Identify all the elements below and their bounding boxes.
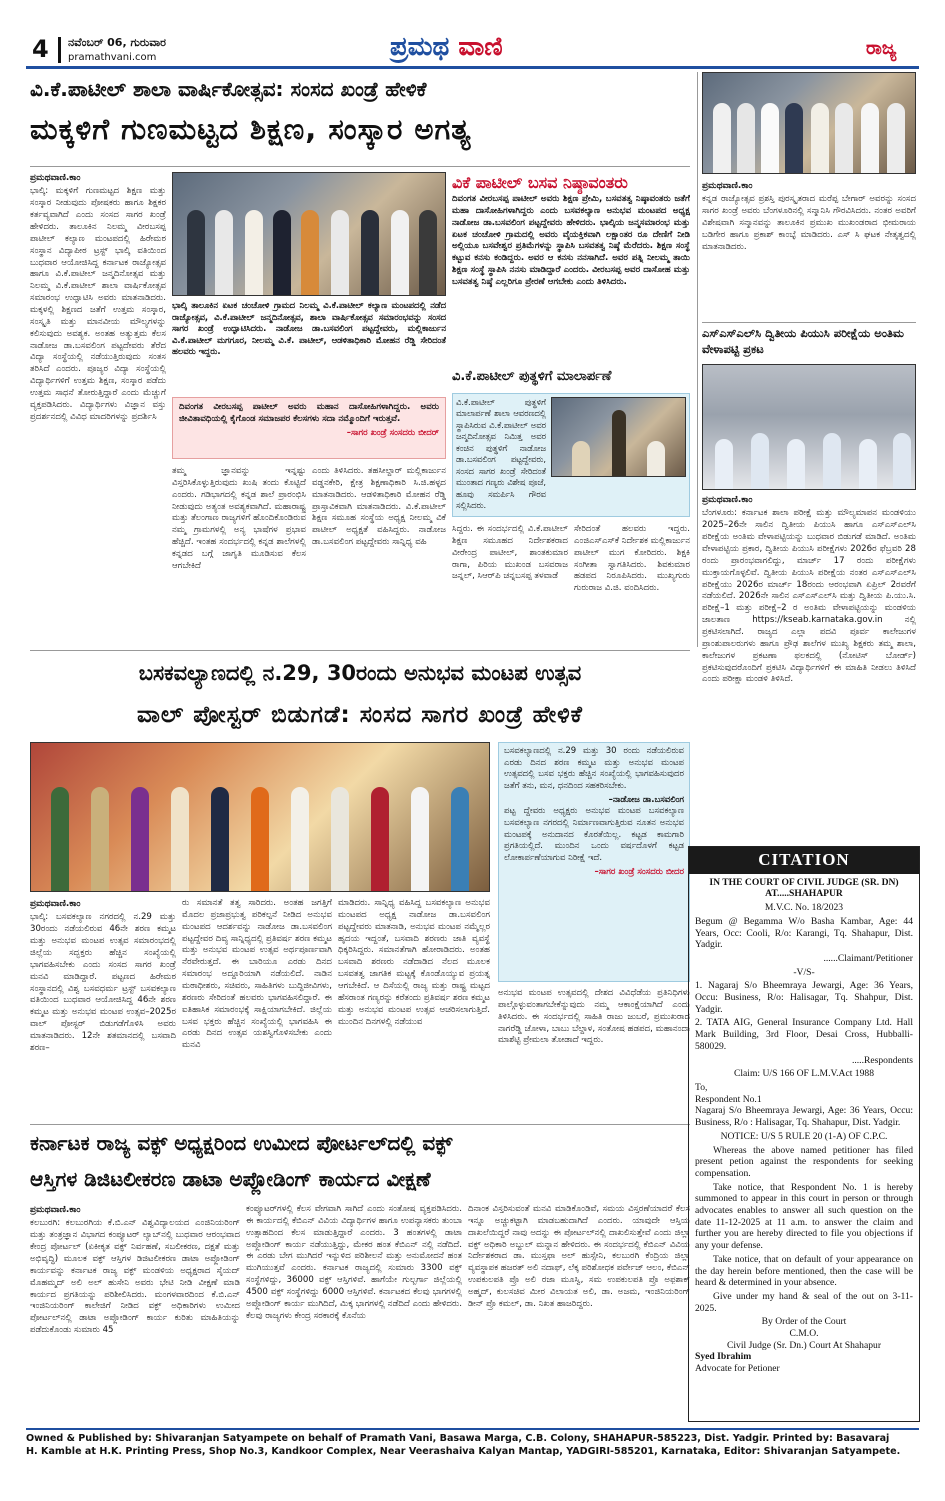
citation-vs: -V/S- [793,966,815,978]
citation-paragraph-4: Give under my hand & seal of the out on 3-11-2025. [695,1290,913,1314]
story1-sidebar-2 [452,393,690,517]
sidebar1-title: ವಿಕೆ ಪಾಟೀಲ್ ಬಸವ ನಿಷ್ಠಾವಂತರು [452,173,628,192]
story3-col1-text: ಕಲಬುರಗಿ: ಕಲಬುರಗಿಯ ಕೆ.ಬಿ.ಎನ್ ವಿಶ್ವವಿದ್ಯಾಲಯದ ಎಂಜಿನಿಯರಿಂಗ್ ಮತ್ತು ತಂತ್ರಜ್ಞಾನ ವಿಭಾಗದ ಕಂಪ್ಯೂಟರ್ ಲ್ಯಾಬ್‌ನಲ್ಲಿ ಬುಧವಾರ ಆರಂಭವಾದ ಕೇಂದ್ರ ಪೋರ್ಟಲ್ (ಏಕೀಕೃತ ವಕ್ಫ್ ನಿರ್ವಹಣೆ, ಸಬಲೀಕರಣ, ದಕ್ಷತೆ ಮತ್ತು ಅಭಿವೃದ್ಧಿ) ಮೂಲಕ ವಕ್ಫ್ ಆಸ್ತಿಗಳ ಡಿಜಿಟಲೀಕರಣ ಡಾಟಾ ಅಪ್ಲೋಡಿಂಗ್ ಕಾರ್ಯವನ್ನು ಕರ್ನಾಟಕ ರಾಜ್ಯ ವಕ್ಫ್ ಮಂಡಳಿಯ ಅಧ್ಯಕ್ಷರಾದ ಸೈಯದ್ ಮೊಹಮ್ಮದ್ ಅಲಿ ಅಲ್ ಹುಸೇನಿ ಅವರು ಭೇಟಿ ನೀಡಿ ವೀಕ್ಷಣೆ ಮಾಡಿ ಕಾರ್ಯದ ಪ್ರಗತಿಯನ್ನು ಪರಿಶೀಲಿಸಿದರು. ಮಂಗಳವಾರದಿಂದ ಕೆ.ಬಿ.ಎನ್ ಇಂಜಿನಿಯರಿಂಗ್ ಕಾಲೇಜಿಗೆ ನೀಡಿದ ವಕ್ಫ್ ಅಧಿಕಾರಿಗಳು ಉಮೀದ ಪೋರ್ಟಲ್‌ನಲ್ಲಿ ಡಾಟಾ ಅಪ್ಲೋಡಿಂಗ್ ಕಾರ್ಯ ಕುರಿತು ಮಾಹಿತಿಯನ್ನು ಪಡೆದುಕೊಂಡು ಸುಮಾರು 45 [30,1218,240,1336]
story1-column-2: ತಮ್ಮ ಜ್ಞಾನವನ್ನು ಇನ್ನಷ್ಟು ವಿಸ್ತರಿಸಿಕೊಳ್ಳುತ್ತಿರುವುದು ಖುಷಿ ತಂದು ಕೊಟ್ಟಿದೆ ಎಂದರು. ಗಡಿಭಾಗದಲ್ಲಿ ಕನ್ನಡ ಶಾಲೆ ಪ್ರಾರಂಭಿಸಿ ನೀಡುವುದು ಅತ್ಯಂತ ಅವಶ್ಯಕವಾಗಿದೆ. ಮಹಾರಾಷ್ಟ್ರ ಮತ್ತು ತೆಲಂಗಾಣ ರಾಜ್ಯಗಳಿಗೆ ಹೊಂದಿಕೊಂಡಿರುವ ನಮ್ಮ ಗ್ರಾಮಗಳಲ್ಲಿ ಅನ್ಯ ಭಾಷೆಗಳ ಪ್ರಭಾವ ಹೆಚ್ಚಿದೆ. ಇಂತಹ ಸಂದರ್ಭದಲ್ಲಿ ಕನ್ನಡ ಶಾಲೆಗಳಲ್ಲಿ ಕನ್ನಡದ ಬಗ್ಗೆ ಜಾಗೃತಿ ಮೂಡಿಸುವ ಕೆಲಸ ಆಗಬೇಕಿದೆ [172,466,306,571]
citation-title: CITATION [689,847,919,874]
story1-headline: ಮಕ್ಕಳಿಗೆ ಗುಣಮಟ್ಟದ ಶಿಕ್ಷಣ, ಸಂಸ್ಕಾರ ಅಗತ್ಯ [30,112,472,146]
citation-order: By Order of the Court [761,1316,847,1328]
story-right1 [702,180,916,320]
issue-date: ನವೆಂಬರ್ 06, ಗುರುವಾರ [68,36,166,49]
paper-name [390,30,503,64]
story1-quote-author: –ಸಾಗರ ಖಂಡ್ರೆ ಸಂಸದರು ಬೀದರ್ [346,427,439,438]
citation-to: To, [695,1081,708,1093]
citation-claimant: Begum @ Begamma W/o Basha Kambar, Age: 44 Years, Occ: Cooli, R/o: Karangi, Tq. Shahapur, Dist. Yadgir. [695,915,913,951]
exam-photo [702,364,916,490]
story3-column-3: ದಿನಾಂಕ ವಿಸ್ತರಿಸುವಂತೆ ಮನವಿ ಮಾಡಿಕೊಂಡಿವೆ, ಸಮಯ ವಿಸ್ತರಣೆಯಾದರೆ ಕೆಲಸ ಇನ್ನೂ ಅಚ್ಚುಕಟ್ಟಾಗಿ ಮಾಡಬಹುದಾಗಿದೆ ಎಂದರು. ಯಾವುದೇ ಆಸ್ತಿಯ ದಾಖಲೆಯಿದ್ದರೆ ನಾವು ಅದನ್ನು ಈ ಪೋರ್ಟಲ್‌ನಲ್ಲಿ ದಾಖಲಿಸುತ್ತೇವೆ ಎಂದು ಜಿಲ್ಲಾ ವಕ್ಫ್ ಅಧಿಕಾರಿ ಅಬ್ದುಲ್ ಮನ್ನಾನ ಹೇಳಿದರು. ಈ ಸಂದರ್ಭದಲ್ಲಿ ಕೆಬಿಎನ್ ವಿವಿಯ ನಿರ್ದೇಶಕರಾದ ಡಾ. ಮುಸ್ತಫಾ ಅಲ್ ಹುಸ್ಸೇನಿ, ಕಲಬುರಗಿ ಕೆಂದ್ರಿಯ ಜಿಲ್ಲಾ ವ್ಯವಸ್ಥಾಪಕ ಹಜರತ್ ಅಲಿ ನದಾಫ್, ಲೆಕ್ಕ ಪರಿಶೋಧಕ ಪರ್ವೇಜ್ ಆಲಂ, ಕೆಬಿಎನ್ ಉಪಕುಲಪತಿ ಪ್ರೊ ಅಲಿ ರಜಾ ಮೂಸ್ವಿ, ಸಮ ಉಪಕುಲಪತಿ ಪ್ರೊ ಅಫ಼ಶಾಕ್ ಅಹ್ಮದ್, ಕುಲಸಚಿವ ಮೀರ ವಿಲಾಯತ ಅಲಿ, ಡಾ. ಅಜಮ, ಇಂಜಿನಿಯರಿಂಗ್ ಡೀನ್ ಪ್ರೊ ಕಮಲ್, ಡಾ. ನಿಖತ ಹಾಜರಿದ್ದರು. [468,1204,690,1309]
page-number: 4 [32,35,49,63]
story2-column-2: ರು ಸಮಾನತೆ ತತ್ವ ಸಾರಿದರು. ಅಂತಹ ಜಗತ್ತಿಗೆ ಮೊದಲ ಪ್ರಜಾಪ್ರಭುತ್ವ ಪರಿಕಲ್ಪನೆ ನೀಡಿದ ಅನುಭವ ಮಂಟಪದ ಆದರ್ಶವನ್ನು ನಾಡೋಜ ಡಾ.ಬಸವಲಿಂಗ ಪಟ್ಟದ್ದೇವರ ದಿವ್ಯ ಸಾನ್ನಿಧ್ಯದಲ್ಲಿ ಪ್ರತಿವರ್ಷ ಶರಣ ಕಮ್ಮಟ ಮತ್ತು ಅನುಭವ ಮಂಟಪ ಉತ್ಸವ ಅರ್ಥಪೂರ್ಣವಾಗಿ ನೆರವೇರುತ್ತದೆ. ಈ ಬಾರಿಯೂ ಎರಡು ದಿನದ ಸಮಾರಂಭ ಅದ್ದೂರಿಯಾಗಿ ನಡೆಯಲಿದೆ. ನಾಡಿನ ಮಠಾಧೀಶರು, ಸಚಿವರು, ಸಾಹಿತಿಗಳು ಬುದ್ಧಿಜೀವಿಗಳು, ಶರಣರು ಸೇರಿದಂತೆ ಹಲವರು ಭಾಗವಹಿಸಲಿದ್ದಾರೆ. ಈ ಐತಿಹಾಸಿಕ ಸಮಾರಂಭಕ್ಕೆ ಸಾಕ್ಷಿಯಾಗಬೇಕಿದೆ. ಜಿಲ್ಲೆಯ ಬಸವ ಭಕ್ತರು ಹೆಚ್ಚಿನ ಸಂಖ್ಯೆಯಲ್ಲಿ ಭಾಗವಹಿಸಿ ಈ ಎರಡು ದಿನದ ಉತ್ಸವ ಯಶಸ್ವಿಗೊಳಿಸಬೇಕು ಎಂದು ಮನವಿ [182,898,332,1051]
citation-respondent-no: Respondent No.1 [695,1093,762,1105]
story2-box-text2: ಪಟ್ಟ ದ್ದೇವರು ಅಧ್ಯಕ್ಷರು ಅನುಭವ ಮಂಟಪ ಬಸವಕಲ್ಯಾಣ ಬಸವಕಲ್ಯಾಣ ನಗರದಲ್ಲಿ ನಿರ್ಮಾಣವಾಗುತ್ತಿರುವ ನೂತನ ಅನುಭವ ಮಂಟಪಕ್ಕೆ ಅನುದಾನದ ಕೊರತೆಯಿಲ್ಲ. ಕಟ್ಟಡ ಕಾಮಗಾರಿ ಪ್ರಗತಿಯಲ್ಲಿದೆ. ಮುಂದಿನ ಒಂದು ವರ್ಷದೊಳಗೆ ಕಟ್ಟಡ ಲೋಕಾರ್ಪಣೆಯಾಗುವ ನಿರೀಕ್ಷೆ ಇದೆ. [504,806,684,863]
story1-byline: ಪ್ರಮಥವಾಣಿ.ಕಾಂ [30,173,81,183]
right2-byline: ಪ್ರಮಥವಾಣಿ.ಕಾಂ [702,495,753,505]
story3-column-1 [30,1204,240,1419]
right1-text: ಕನ್ನಡ ರಾಜ್ಯೋತ್ಸವ ಪ್ರಶಸ್ತಿ ಪುರಸ್ಕೃತರಾದ ಮರೆಪ್ಪ ಬೇಗಾರ್ ಅವರನ್ನು ಸಂಸದ ಸಾಗರ ಖಂಡ್ರೆ ಅವರು ಬೆಂಗಳೂರಿನಲ್ಲಿ ಸನ್ಮಾನಿಸಿ ಗೌರವಿಸಿದರು. ನಂತರ ಅವರಿಗೆ ವಿಶೇಷವಾಗಿ ಸನ್ಮಾನವನ್ನು ತಾಲೂಕಿನ ಪ್ರಮುಖ ಮುಖಂಡರಾದ ಭೀಮರಾಯ ಬಡಿಗೇರ ಹಾಗೂ ಪ್ರಕಾಶ್ ಕಾಂಬ್ಳೆ ಮಾಡಿದರು. ಎಸ್ ಸಿ ಘಟಕ ನೇತೃತ್ವದಲ್ಲಿ ಮಾತನಾಡಿದರು. [702,194,916,252]
story1-sidebar-1 [452,172,690,362]
citation-respondent-address: Nagaraj S/o Bheemraya Jewargi, Age: 36 Years, Occu: Business, R/o : Halisagar, Tq. Shahapur, Dist. Yadgir. [695,1105,913,1129]
story1-photo-caption: ಭಾಲ್ಕಿ ತಾಲೂಕಿನ ಏಟಕ ಚಂಚೋಳಿ ಗ್ರಾಮದ ನಿಲಮ್ಮ ವಿ.ಕೆ.ಪಾಟೀಲ್ ಕಲ್ಯಾಣ ಮಂಟಪದಲ್ಲಿ ನಡೆದ ರಾಜ್ಯೋತ್ಸವ, ವಿ.ಕೆ.ಪಾಟೀಲ್ ಜನ್ಮದಿನೋತ್ಸವ, ಶಾಲಾ ವಾರ್ಷಿಕೋತ್ಸವ ಸಮಾರಂಭವನ್ನು ಸಂಸದ ಸಾಗರ ಖಂಡ್ರೆ ಉದ್ಘಾಟಿಸಿದರು. ನಾಡೋಜ ಡಾ.ಬಸವಲಿಂಗ ಪಟ್ಟದ್ದೇವರು, ಮಲ್ಲಿಕಾರ್ಜುನ ವಿ.ಕೆ.ಪಾಟೀಲ್ ಮಗಗೂರ, ನೀಲಮ್ಮ ವಿ.ಕೆ. ಪಾಟೀಲ್, ಆಡಳಿತಾಧಿಕಾರಿ ಮೋಹನ ರೆಡ್ಡಿ ಸೇರಿದಂತೆ ಹಲವರು ಇದ್ದರು. [172,300,446,357]
story2-headline: ವಾಲ್ ಪೋಸ್ಟರ್ ಬಿಡುಗಡೆ: ಸಂಸದ ಸಾಗರ ಖಂಡ್ರೆ ಹೇಳಿಕೆ [137,702,583,728]
story1-kicker: ವಿ.ಕೆ.ಪಾಟೀಲ್ ಶಾಲಾ ವಾರ್ಷಿಕೋತ್ಸವ: ಸಂಸದ ಖಂಡ್ರೆ ಹೇಳಿಕೆ [30,77,427,101]
story2-column-1 [30,898,176,1118]
story1-quote-text: ದಿವಂಗತ ವೀರಬಸಪ್ಪ ಪಾಟೀಲ್ ಅವರು ಮಹಾನ ದಾಸೋಹಿಗಳಾಗಿದ್ದರು. ಅವರು ಜೀವಿತಾವಧಿಯಲ್ಲಿ ಕೈಗೊಂಡ ಸಮಾಜಪರ ಕೆಲಸಗಳು ಸದಾ ನಮ್ಮೊಂದಿಗೆ ಇರುತ್ತವೆ. [179,402,439,424]
story1-col1-text: ಭಾಲ್ಕಿ: ಮಕ್ಕಳಿಗೆ ಗುಣಮಟ್ಟದ ಶಿಕ್ಷಣ ಮತ್ತು ಸಂಸ್ಕಾರ ನೀಡುವುದು ಪೋಷಕರು ಹಾಗೂ ಶಿಕ್ಷಕರ ಕರ್ತವ್ಯವಾಗಿದೆ ಎಂದು ಸಂಸದ ಸಾಗರ ಖಂಡ್ರೆ ಹೇಳಿದರು. ತಾಲೂಕಿನ ನಿಲಮ್ಮ ವೀರಬಸಪ್ಪ ಪಾಟೀಲ್ ಕಲ್ಯಾಣ ಮಂಟಪದಲ್ಲಿ ಹಿರೇಮಠ ಸಂಸ್ಥಾನ ವಿದ್ಯಾಪೀಠ ಟ್ರಸ್ಟ್ ಭಾಲ್ಕಿ ವತಿಯಿಂದ ಬುಧವಾರ ಆಯೋಜಿಸಿದ್ದ ಕರ್ನಾಟಕ ರಾಜ್ಯೋತ್ಸವ ಹಾಗೂ ವಿ.ಕೆ.ಪಾಟೀಲ್ ಜನ್ಮದಿನೋತ್ಸವ ಮತ್ತು ನಿಲಮ್ಮ ವಿ.ಕೆ.ಪಾಟೀಲ್ ಶಾಲಾ ವಾರ್ಷಿಕೋತ್ಸವ ಸಮಾರಂಭ ಉದ್ಘಾಟಿಸಿ ಅವರು ಮಾತನಾಡಿದರು. ಮಕ್ಕಳಲ್ಲಿ ಶಿಕ್ಷಣದ ಜತೆಗೆ ಉತ್ತಮ ಸಂಸ್ಕಾರ, ಸಂಸ್ಕೃತಿ ಮತ್ತು ಮಾನವೀಯ ಮೌಲ್ಯಗಳನ್ನು ಕಲಿಸುವುದು ಅವಶ್ಯಕ. ಅಂತಹ ಅತ್ಯುತ್ತಮ ಕೆಲಸ ನಾಡೋಜ ಡಾ.ಬಸವಲಿಂಗ ಪಟ್ಟದೇವರು ತೆರೆದ ವಿದ್ಯಾ ಸಂಸ್ಥೆಯಲ್ಲಿ ನಡೆಯುತ್ತಿರುವುದು ಸಂತಸ ತರಿಸಿದೆ ಎಂದರು. ಪೂಜ್ಯರ ವಿದ್ಯಾ ಸಂಸ್ಥೆಯಲ್ಲಿ ವಿದ್ಯಾರ್ಥಿಗಳಿಗೆ ಉತ್ತಮ ಶಿಕ್ಷಣ, ಸಂಸ್ಕಾರ ಪಡೆದು ಉತ್ತಮ ಸಾಧನೆ ತೋರುತ್ತಿದ್ದಾರೆ ಎಂದು ಮೆಚ್ಚುಗೆ ವ್ಯಕ್ತಪಡಿಸಿದರು. ವಿದ್ಯಾರ್ಥಿಗಳು ವಿಜ್ಞಾನ ವಸ್ತು ಪ್ರದರ್ಶನದಲ್ಲಿ ವಿವಿಧ ಮಾದರಿಗಳನ್ನು ಪ್ರದರ್ಶಿಸಿ [30,186,166,422]
sidebar1-text: ದಿವಂಗತ ವೀರಬಸಪ್ಪ ಪಾಟೀಲ್ ಅವರು ಶಿಕ್ಷಣ ಪ್ರೇಮಿ, ಬಸವತತ್ವ ನಿಷ್ಠಾವಂತರು ಜತೆಗೆ ಮಹಾ ದಾಸೋಹಿಗಳಾಗಿದ್ದರು ಎಂದು ಬಸವಕಲ್ಯಾಣ ಅನುಭವ ಮಂಟಪದ ಅಧ್ಯಕ್ಷ ನಾಡೋಜ ಡಾ.ಬಸವಲಿಂಗ ಪಟ್ಟದ್ದೇವರು ಹೇಳಿದರು. ಭಾಲ್ಕಿಯ ಜನ್ಮಸಮಾರಂಭ ಮತ್ತು ಏಟಕ ಚಂಚೋಳಿ ಗ್ರಾಮದಲ್ಲಿ ಅವರು ವೈಯಕ್ತಿಕವಾಗಿ ಲಕ್ಷಾಂತರ ರೂ ದೇಣಿಗೆ ನೀಡಿ ಅಲ್ಲಿಯೂ ಬಸವೇಶ್ವರ ಪ್ರತಿಮೆಗಳನ್ನು ಸ್ಥಾಪಿಸಿ ಬಸವತತ್ವ ನಿಷ್ಠೆ ಮೆರೆದರು. ಶಿಕ್ಷಣ ಸಂಸ್ಥೆ ಕಟ್ಟುವ ಕನಸು ಕಂಡಿದ್ದರು. ಅವರ ಆ ಕನಸು ನನಸಾಗಿದೆ. ಅವರ ಪತ್ನಿ ನೀಲಮ್ಮ ತಾಯಿ ಶಿಕ್ಷಣ ಸಂಸ್ಥೆ ಸ್ಥಾಪಿಸಿ ನನಸು ಮಾಡಿದ್ದಾರೆ ಎಂದರು. ವೀರಬಸಪ್ಪ ಅವರ ದಾಸೋಹ ಮತ್ತು ಬಸವತತ್ವ ನಿಷ್ಠೆ ಎಲ್ಲರಿಗೂ ಪ್ರೇರಣೆ ಆಗಬೇಕು ಎಂದು ತಿಳಿಸಿದರು. [452,194,690,288]
right1-byline: ಪ್ರಮಥವಾಣಿ.ಕಾಂ [702,181,753,191]
story2-col1-text: ಭಾಲ್ಕಿ: ಬಸವಕಲ್ಯಾಣ ನಗರದಲ್ಲಿ ನ.29 ಮತ್ತು 30ರಂದು ನಡೆಯಲಿರುವ 46ನೇ ಶರಣ ಕಮ್ಮಟ ಮತ್ತು ಅನುಭವ ಮಂಟಪ ಉತ್ಸವ ಸಮಾರಂಭದಲ್ಲಿ ಜಿಲ್ಲೆಯ ಸದ್ಭಕ್ತರು ಹೆಚ್ಚಿನ ಸಂಖ್ಯೆಯಲ್ಲಿ ಭಾಗವಹಿಸಬೇಕು ಎಂದು ಸಂಸದ ಸಾಗರ ಖಂಡ್ರೆ ಮನವಿ ಮಾಡಿದ್ದಾರೆ. ಪಟ್ಟಣದ ಹಿರೇಮಠ ಸಂಸ್ಥಾನದಲ್ಲಿ ವಿಶ್ವ ಬಸವಧರ್ಮ ಟ್ರಸ್ಟ್ ಬಸವಕಲ್ಯಾಣ ವತಿಯಿಂದ ಬುಧವಾರ ಆಯೋಜಿಸಿದ್ದ 46ನೇ ಶರಣ ಕಮ್ಮಟ ಮತ್ತು ಅನುಭವ ಮಂಟಪ ಉತ್ಸವ–2025ರ ವಾಲ್ ಪೋಸ್ಟರ್ ಬಿಡುಗಡೆಗೊಳಿಸಿ ಅವರು ಮಾತನಾಡಿದರು. 12ನೇ ಶತಮಾನದಲ್ಲಿ ಬಸವಾದಿ ಶರಣ– [30,912,176,1053]
citation-paragraph-3: Take notice, that on default of your appearance on the day herein before mentioned, then the case will be heard & determined in your absence. [695,1253,913,1289]
section-label: ರಾಜ್ಯ [866,38,897,59]
website: pramathvani.com [68,52,157,63]
masthead-divider [58,37,61,63]
story2-quote-box [498,742,690,982]
masthead [0,0,945,68]
footer-line-1: Owned & Published by: Shivaranjan Satyampete on behalf of Pramath Vani, Basawa Marga, C.B. Colony, SHAHAPUR-585223, Dist. Yadgir. Printed by: Basavaraj [26,1433,890,1444]
story1-photo [172,172,446,296]
citation-respondent-role: .....Respondents [851,1054,913,1066]
story2-column-4: ಅನುಭವ ಮಂಟಪ ಉತ್ಸವದಲ್ಲಿ ದೇಶದ ವಿವಿಧೆಡೆಯ ಪ್ರತಿನಿಧಿಗಳು ಪಾಲ್ಗೊಳ್ಳುವಂತಾಗಬೇಕೆನ್ನುವುದು ನಮ್ಮ ಆಕಾಂಕ್ಷೆಯಾಗಿದೆ ಎಂದು ತಿಳಿಸಿದರು. ಈ ಸಂದರ್ಭದಲ್ಲಿ ಸಾಹಿತಿ ರಾಜು ಜುಬರೆ, ಪ್ರಮುಖರಾದ ನಾಗರೆಡ್ಡಿ ಚೋಳಾ, ಬಾಬು ಬೆಲ್ದಾಳ, ಸಂತೋಷ ಹಡಪದ, ಮಹಾನಂದಾ ಮಾಶೆಟ್ಟಿ ಪ್ರೇಮಲಾ ತೋಡಾದೆ ಇದ್ದರು. [498,988,690,1046]
citation-claim: Claim: U/S 166 OF L.M.V.Act 1988 [733,1068,874,1080]
citation-notice-rule: NOTICE: U/S 5 RULE 20 (1-A) OF C.P.C. [720,1130,888,1142]
paper-name-right: ವಾಣಿ [458,32,503,62]
citation-advocate-role: Advocate for Petioner [695,1363,780,1375]
story-right2-headline: ಎಸ್ಎಸ್ಎಲ್‌ಸಿ ದ್ವಿತೀಯ ಪಿಯುಸಿ ಪರೀಕ್ಷೆಯ ಅಂತಿಮ ವೇಳಾಪಟ್ಟಿ ಪ್ರಕಟ [702,326,904,356]
right2-text: ಬೆಂಗಳೂರು: ಕರ್ನಾಟಕ ಶಾಲಾ ಪರೀಕ್ಷೆ ಮತ್ತು ಮೌಲ್ಯಮಾಪನ ಮಂಡಳಿಯು 2025–26ನೇ ಸಾಲಿನ ದ್ವಿತೀಯ ಪಿಯುಸಿ ಹಾಗೂ ಎಸ್ಎಸ್ಎಲ್‌ಸಿ ಪರೀಕ್ಷೆಯ ಅಂತಿಮ ವೇಳಾಪಟ್ಟಿಯನ್ನು ಬುಧವಾರ ಬಿಡುಗಡೆ ಮಾಡಿದೆ. ಅಂತಿಮ ವೇಳಾಪಟ್ಟಿಯ ಪ್ರಕಾರ, ದ್ವಿತೀಯ ಪಿಯುಸಿ ಪರೀಕ್ಷೆಗಳು 2026ರ ಫೆಬ್ರವರಿ 28 ರಂದು ಪ್ರಾರಂಭವಾಗಲಿದ್ದು, ಮಾರ್ಚ್ 17 ರಂದು ಪರೀಕ್ಷೆಗಳು ಮುಕ್ತಾಯಗೊಳ್ಳಲಿವೆ. ದ್ವಿತೀಯ ಪಿಯುಸಿ ಪರೀಕ್ಷೆಯ ನಂತರ ಎಸ್ಎಸ್ಎಲ್‌ಸಿ ಪರೀಕ್ಷೆಯು 2026ರ ಮಾರ್ಚ್ 18ರಂದು ಆರಂಭವಾಗಿ ಏಪ್ರಿಲ್ 2ರವರೆಗೆ ನಡೆಯಲಿದೆ. 2026ನೇ ಸಾಲಿನ ಎಸ್‌ಎಸ್‌ಎಲ್‌ಸಿ ಮತ್ತು ದ್ವಿತೀಯ ಪಿ.ಯು.ಸಿ. ಪರೀಕ್ಷೆ–1 ಮತ್ತು ಪರೀಕ್ಷೆ–2 ರ ಅಂತಿಮ ವೇಳಾಪಟ್ಟಿಯನ್ನು ಮಂಡಳಿಯ ಜಾಲತಾಣ https://kseab.karnataka.gov.in ನಲ್ಲಿ ಪ್ರಕಟಿಸಲಾಗಿದೆ. ರಾಜ್ಯದ ಎಲ್ಲಾ ಪದವಿ ಪೂರ್ವ ಕಾಲೇಜುಗಳ ಪ್ರಾಂಶುಪಾಲರುಗಳು ಹಾಗೂ ಪ್ರೌಢ ಶಾಲೆಗಳ ಮುಖ್ಯ ಶಿಕ್ಷಕರು ತಮ್ಮ ಶಾಲಾ, ಕಾಲೇಜುಗಳ ಪ್ರಕಟಣಾ ಫಲಕದಲ್ಲಿ (ನೋಟಿಸ್ ಬೋರ್ಡ್) ಪ್ರಕಟಿಸುವುದರೊಂದಿಗೆ ಪ್ರಕಟಿಸಿ ವಿದ್ಯಾರ್ಥಿಗಳಿಗೆ ಈ ಮಾಹಿತಿ ನೀಡಲು ತಿಳಿಸಿದೆ ಎಂದು ಪರೀಕ್ಷಾ ಮಂಡಳಿ ತಿಳಿಸಿದೆ. [702,508,916,685]
award-photo [702,72,916,174]
masthead-rule [26,66,919,69]
story2-byline: ಪ್ರಮಥವಾಣಿ.ಕಾಂ [30,899,81,909]
story3-column-2: ಕಂಪ್ಯೂಟರ್‌ಗಳಲ್ಲಿ ಕೆಲಸ ವೇಗವಾಗಿ ಸಾಗಿದೆ ಎಂದು ಸಂತೋಷ ವ್ಯಕ್ತಪಡಿಸಿದರು. ಈ ಕಾರ್ಯದಲ್ಲಿ ಕೆಬಿಎನ್ ವಿವಿಯ ವಿದ್ಯಾರ್ಥಿಗಳ ಹಾಗೂ ಉಪನ್ಯಾಸಕರು ತುಂಬಾ ಉತ್ಸಾಹದಿಂದ ಕೆಲಸ ಮಾಡುತ್ತಿದ್ದಾರೆ ಎಂದರು. 3 ಹಂತಗಳಲ್ಲಿ ಡಾಟಾ ಅಪ್ಲೋಡಿಂಗ್ ಕಾರ್ಯ ನಡೆಯುತ್ತಿದ್ದು, ಮೇಕರ ಹಂತ ಕೆಬಿಎನ್ ನಲ್ಲಿ ನಡೆದಿದೆ. ಈ ಎರಡು ಬೇಗ ಮುಗಿದರೆ ಇನ್ನುಳಿದ ಪರಿಶೀಲನೆ ಮತ್ತು ಅನುಮೋದನೆ ಹಂತ ಮುಗಿಯುತ್ತವೆ ಎಂದರು. ಕರ್ನಾಟಕ ರಾಜ್ಯದಲ್ಲಿ ಸುಮಾರು 3300 ವಕ್ಫ್ ಸಂಸ್ಥೆಗಳಿದ್ದು, 36000 ವಕ್ಫ್ ಆಸ್ತಿಗಳಿವೆ. ಹಾಗೆಯೇ ಗುಲ್ಬರ್ಗಾ ಜಿಲ್ಲೆಯಲ್ಲಿ 4500 ವಕ್ಫ್ ಸಂಸ್ಥೆಗಳಿದ್ದು 6000 ಆಸ್ತಿಗಳಿವೆ. ಕರ್ನಾಟಕದ ಕೆಲವು ಭಾಗಗಳಲ್ಲಿ ಅಪ್ಲೋಡಿಂಗ್ ಕಾರ್ಯ ಮುಗಿದಿದೆ, ಮಿಕ್ಕ ಭಾಗಗಳಲ್ಲಿ ನಡೆದಿದೆ ಎಂದು ಹೇಳಿದರು. ಕೆಲವು ರಾಜ್ಯಗಳು ಕೇಂದ್ರ ಸರಕಾರಕ್ಕೆ ಕೊನೆಯ [246,1204,462,1321]
story1-column-4: ಸಿದ್ದರು. ಈ ಸಂದರ್ಭದಲ್ಲಿ ವಿ.ಕೆ.ಪಾಟೀಲ್ ಶಿಕ್ಷಣ ಸಮೂಹದ ನಿರ್ದೇಶಕರಾದ ವೀರೇಂದ್ರ ಪಾಟೀಲ್, ಶಾಂತಕುಮಾರ ರಾಗಾ, ಪಿರಿಯ ಮುಖಂಡ ಬಸವರಾಜ ಜನ್ನಲ್, ಸಿಆರ್‌ಪಿ ಚನ್ನಬಸಪ್ಪ ತಳವಾಡೆ [452,524,568,582]
story1-column-1 [30,172,166,642]
citation-paragraph-1: Whereas the above named petitioner has filed present petion against the respondents for seeking compensation. [695,1144,913,1179]
story2-kicker: ಬಸಕವಲ್ಯಾಣದಲ್ಲಿ ನ.29, 30ರಂದು ಅನುಭವ ಮಂಟಪ ಉತ್ಸವ [138,661,582,685]
citation-notice [688,846,920,1422]
story3-headline-line1: ಕರ್ನಾಟಕ ರಾಜ್ಯ ವಕ್ಫ್ ಅಧ್ಯಕ್ಷರಿಂದ ಉಮೀದ ಪೋರ್ಟಲ್‌ದಲ್ಲಿ ವಕ್ಫ್ [30,1131,453,1155]
statue-photo [551,397,686,477]
story-right2 [702,494,916,834]
citation-case-no: M.V.C. No. 18/2023 [764,902,844,914]
story3-byline: ಪ್ರಮಥವಾಣಿ.ಕಾಂ [30,1205,81,1215]
story2-box-author1: –ನಾಡೋಜ ಡಾ.ಬಸವಲಿಂಗ [608,794,684,805]
story1-quote-box [172,397,446,459]
story2-photo [30,742,490,892]
story1-column-5: ಸೇರಿದಂತೆ ಹಲವರು ಇದ್ದರು. ಎಂಜಿಎಸ್‌ಎಸ್‌ಕೆ ನಿರ್ದೇಶಕ ಮಲ್ಲಿಕಾರ್ಜುನ ಪಾಟೀಲ್ ಮುಗ ಕೋರಿದರು. ಶಿಕ್ಷಕಿ ಸಂಗೀತಾ ಸ್ವಾಗತಿಸಿದರು. ಶಿವಕುಮಾರ ಹಡಪದ ನಿರೂಪಿಸಿದರು. ಮುಖ್ಯಗುರು ಗುರುರಾಜ ವಿ.ಜಿ. ವಂದಿಸಿದರು. [574,524,690,594]
footer-line-2: H. Kamble at H.K. Printing Press, Shop No.3, Kandkoor Complex, Near Veerashaiva Kalyan Mantap, YADGIRI-585201, Karnataka, Editor: Shivaranjan Satyampete. [26,1445,901,1457]
citation-court: IN THE COURT OF CIVIL JUDGE (SR. DN) AT.....SHAHAPUR [709,876,899,900]
paper-name-left: ಪ್ರಮಥ [390,32,450,62]
story3-headline-line2: ಆಸ್ತಿಗಳ ಡಿಜಿಟಲೀಕರಣ ಡಾಟಾ ಅಪ್ಲೋಡಿಂಗ್ ಕಾರ್ಯದ ವೀಕ್ಷಣೆ [30,1167,431,1191]
citation-claimant-role: ......Claimant/Petitioner [823,952,913,964]
story2-box-text: ಬಸವಕಲ್ಯಾಣದಲ್ಲಿ ನ.29 ಮತ್ತು 30 ರಂದು ನಡೆಯಲಿರುವ ಎರಡು ದಿನದ ಶರಣ ಕಮ್ಮಟ ಮತ್ತು ಅನುಭವ ಮಂಟಪ ಉತ್ಸವದಲ್ಲಿ ಬಸವ ಭಕ್ತರು ಹೆಚ್ಚಿನ ಸಂಖ್ಯೆಯಲ್ಲಿ ಭಾಗವಹಿಸುವುದರ ಜತೆಗೆ ತನು, ಮನ, ಧನದಿಂದ ಸಹಕರಿಸಬೇಕು. [504,746,684,792]
citation-respondent-1: 1. Nagaraj S/o Bheemraya Jewargi, Age: 36 Years, Occu: Business, R/o: Halisagar, Tq. Shahpur, Dist. Yadgir. [695,980,913,1015]
sidebar2-text: ವಿ.ಕೆ.ಪಾಟೀಲ್ ಪುತ್ಥಳಿಗೆ ಮಾಲಾರ್ಪಣೆ ಶಾಲಾ ಆವರಣದಲ್ಲಿ ಸ್ಥಾಪಿಸಿರುವ ವಿ.ಕೆ.ಪಾಟೀಲ್ ಅವರ ಜನ್ಮದಿನೋತ್ಸವ ನಿಮಿತ್ತ ಅವರ ಕಂಚಿನ ಪುತ್ಥಳಿಗೆ ನಾಡೋಜ ಡಾ.ಬಸವಲಿಂಗ ಪಟ್ಟದ್ದೇವರು, ಸಂಸದ ಸಾಗರ ಖಂಡ್ರೆ ಸೇರಿದಂತೆ ಮುಂತಾದ ಗಣ್ಯರು ವಿಶೇಷ ಪೂಜೆ, ಹೂವು ಸಮರ್ಪಿಸಿ ಗೌರವ ಸಲ್ಲಿಸಿದರು. [456,397,546,510]
story2-column-3: ಮಾಡಿದರು. ಸಾನ್ನಿಧ್ಯ ವಹಿಸಿದ್ದ ಬಸವಕಲ್ಯಾಣ ಅನುಭವ ಮಂಟಪದ ಅಧ್ಯಕ್ಷ ನಾಡೋಜ ಡಾ.ಬಸವಲಿಂಗ ಪಟ್ಟದ್ದೇವರು ಮಾತನಾಡಿ, ಅನುಭವ ಮಂಟಪ ನಮ್ಮೆಲ್ಲರ ಹೃದಯ ಇದ್ದಂತೆ, ಬಸವಾದಿ ಶರಣರು ಜಾತಿ ವ್ಯವಸ್ಥೆ ಧಿಕ್ಕರಿಸಿದ್ದರು. ಸಮಾನತೆಗಾಗಿ ಹೋರಾಡಿದರು. ಅಂತಹ ಬಸವಾದಿ ಶರಣರು ನಡೆದಾಡಿದ ನೆಲದ ಮೂಲಕ ಬಸವತತ್ವ ಜಾಗತಿಕ ಮಟ್ಟಕ್ಕೆ ಕೊಂಡೊಯ್ಯುವ ಪ್ರಯತ್ನ ಆಗಬೇಕಿದೆ. ಆ ದಿಸೆಯಲ್ಲಿ ರಾಜ್ಯ ಮತ್ತು ರಾಷ್ಟ್ರ ಮಟ್ಟದ ಹೆಸರಾಂತ ಗಣ್ಯರನ್ನು ಕರೆತಂದು ಪ್ರತಿವರ್ಷ ಶರಣ ಕಮ್ಮಟ ಮತ್ತು ಅನುಭವ ಮಂಟಪ ಉತ್ಸವ ಆಚರಿಸಲಾಗುತ್ತಿದೆ. ಮುಂದಿನ ದಿನಗಳಲ್ಲಿ ನಡೆಯುವ [338,898,490,1027]
citation-respondent-2: 2. TATA AIG, General Insurance Company Ltd. Hall Mark Building, 3rd Floor, Desai Cross, Hubballi-580029. [695,1017,913,1052]
footer [26,1428,919,1466]
story1-column-3: ಎಂದು ತಿಳಿಸಿದರು. ತಹಸೀಲ್ದಾರ್ ಮಲ್ಲಿಕಾರ್ಜುನ ವಡ್ಡನಕೇರಿ, ಕ್ಷೇತ್ರ ಶಿಕ್ಷಣಾಧಿಕಾರಿ ಸಿ.ಜಿ.ಹಳ್ಳದ ಮಾತನಾಡಿದರು. ಆಡಳಿತಾಧಿಕಾರಿ ಮೋಹನ ರೆಡ್ಡಿ ಪ್ರಾಸ್ತಾವಿಕವಾಗಿ ಮಾತನಾಡಿದರು. ವಿ.ಕೆ.ಪಾಟೀಲ್ ಶಿಕ್ಷಣ ಸಮೂಹ ಸಂಸ್ಥೆಯ ಅಧ್ಯಕ್ಷ ನೀಲಮ್ಮ ವಿಕೆ ಪಾಟೀಲ್ ಅಧ್ಯಕ್ಷತೆ ವಹಿಸಿದ್ದರು. ನಾಡೋಜ ಡಾ.ಬಸವಲಿಂಗ ಪಟ್ಟದ್ದೇವರು ಸಾನ್ನಿಧ್ಯ ವಹಿ [312,466,446,548]
story2-box-author2: –ಸಾಗರ ಖಂಡ್ರೆ ಸಂಸದರು ಬೀದರ [594,866,684,877]
citation-cmo: C.M.O. [789,1328,819,1340]
citation-advocate-name: Syed Ibrahim [695,1351,752,1363]
citation-paragraph-2: Take notice, that Respondent No. 1 is hereby summoned to appear in this court in person or through advocates enables to answer all such question on the date 11-12-2025 at 11 a.m. to answer the claim and further you are hereby directed to file you objections if any your defense. [695,1181,913,1252]
story1-sidebar-2-title: ವಿ.ಕೆ.ಪಾಟೀಲ್ ಪುತ್ಥಳಿಗೆ ಮಾಲಾರ್ಪಣೆ [452,369,612,384]
citation-judge: Civil Judge (Sr. Dn.) Court At Shahapur [726,1339,882,1351]
